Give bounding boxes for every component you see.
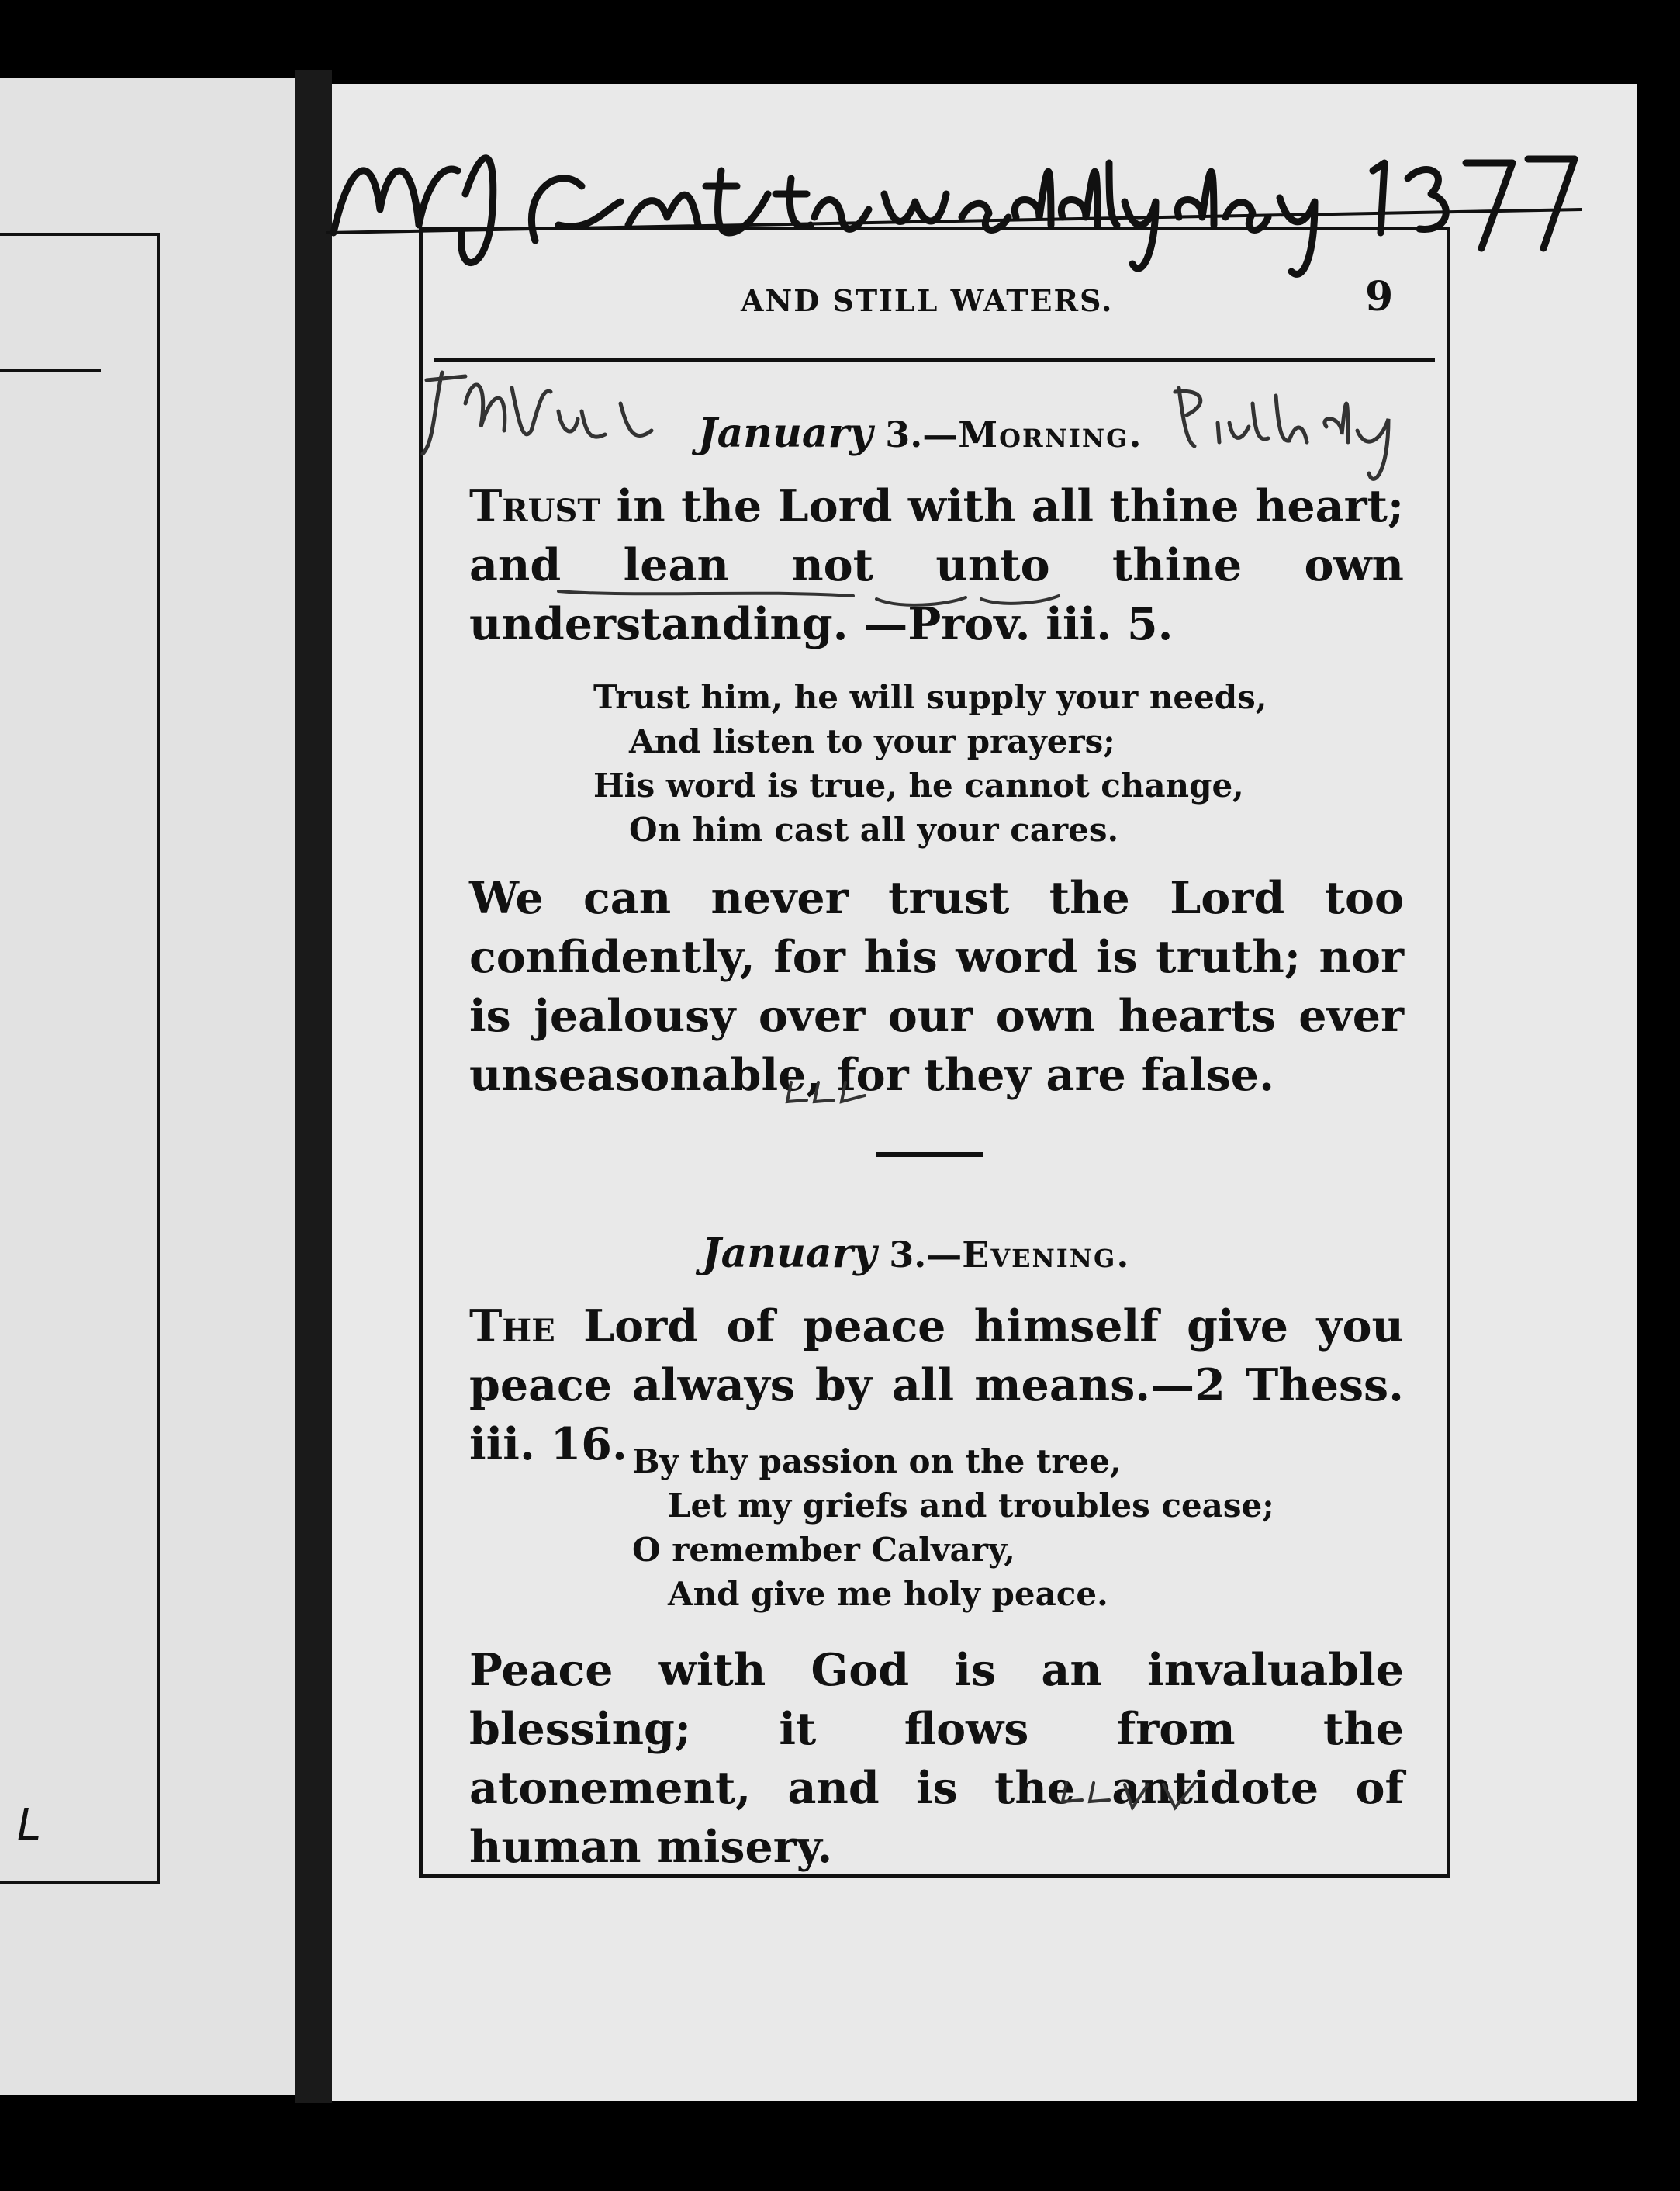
left-page-rule [0,369,101,372]
verse-line: His word is true, he cannot change, [593,767,1244,805]
evening-verse [632,1439,1274,1616]
running-title: AND STILL WATERS. [741,283,1114,318]
book-spine [295,70,332,2103]
evening-scripture-lead: The [469,1300,555,1352]
verse-line: Let my griefs and troubles cease; [668,1487,1274,1525]
evening-scripture-text: Lord of peace himself give you peace always by all means.—2 Thess. iii. 16. [469,1300,1404,1470]
handwritten-inscription-top [326,116,1582,295]
evening-title-time: Evening. [962,1234,1131,1275]
left-margin-mark: L [17,1800,42,1850]
verse-line: Trust him, he will supply your needs, [593,678,1267,716]
morning-title [698,410,1142,457]
verse-line: O remember Calvary, [632,1531,1015,1569]
verse-line: And listen to your prayers; [629,722,1115,760]
verse-line: And give me holy peace. [668,1575,1108,1613]
morning-commentary: We can never trust the Lord too confidently, for his word is truth; nor is jealousy over our own hearts ever unseasonable, for they are false. [469,872,1404,1101]
morning-scripture-lead: Trust [469,480,601,532]
evening-title-day: 3.— [889,1234,963,1275]
morning-title-day: 3.— [885,414,959,455]
evening-title [702,1230,1130,1277]
left-facing-page [0,78,295,2095]
evening-commentary: Peace with God is an invaluable blessing; it flows from the atonement, and is the antidote of human misery. [469,1644,1404,1873]
page-number: 9 [1365,273,1394,320]
morning-verse [593,675,1267,852]
section-divider [876,1152,983,1157]
verse-line: On him cast all your cares. [629,811,1119,849]
evening-title-month: January [702,1230,877,1277]
morning-title-time: Morning. [958,414,1143,455]
verse-line: By thy passion on the tree, [632,1442,1122,1480]
morning-scripture [469,477,1404,654]
morning-title-month: January [698,410,873,457]
morning-scripture-text: in the Lord with all thine heart; and lean not unto thine own understanding. —Prov. iii. 5. [469,480,1404,650]
left-page-frame [0,233,160,1884]
margin-name-text: J M Web [427,480,434,481]
